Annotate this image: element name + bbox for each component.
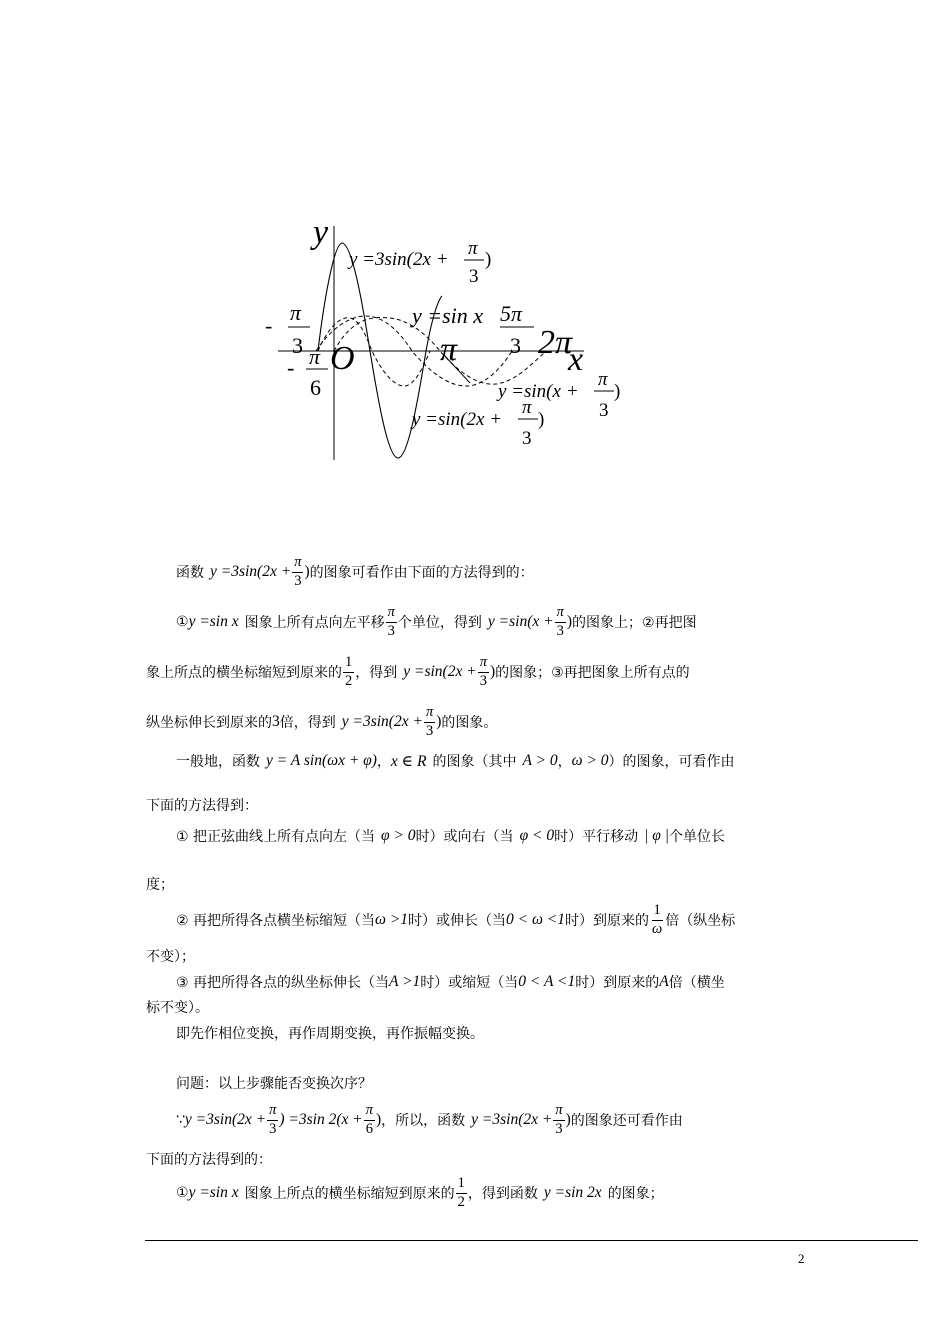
curve1-label-close: ) [485, 249, 492, 270]
para-general-cont: 下面的方法得到： [146, 798, 258, 814]
curve1-label: y =3sin(2x + [349, 249, 449, 270]
para-alt-step1: ① y =sin x 图象上所点的横坐标缩短到原来的 $\frac{1}{2}$ ，得到函数 y =sin 2x 的图象； [176, 1174, 664, 1210]
para-rule2-cont: 不变）； [146, 949, 195, 965]
curve4-label: y =sin(2x + [412, 409, 503, 430]
curve2-label: y =sin x [412, 303, 484, 328]
five-pi-3-den: 3 [510, 333, 521, 358]
para-step1-end: 纵坐标伸长到原来的 3 倍，得到 y =3sin(2x + $\frac{\pi}{3}$ ) 的图象。 [146, 703, 498, 739]
curve3-label-close: ) [614, 381, 621, 402]
para-question: 问题：以上步骤能否变换次序？ [176, 1076, 372, 1092]
neg-pi-3-num: π [290, 300, 302, 325]
curve3-label: y =sin(x + [498, 381, 579, 402]
curve3-frac-num: π [598, 369, 608, 390]
para-summary: 即先作相位变换，再作周期变换，再作振幅变换。 [176, 1026, 484, 1042]
five-pi-3-num: 5π [500, 301, 523, 326]
curve1-frac-num: π [468, 238, 478, 259]
two-pi-label: 2π [538, 324, 573, 361]
para-rule3-cont: 标不变）。 [146, 1000, 209, 1016]
para-intro: 函数 y =3sin(2x + $\frac{\pi}{3}$ ) 的图象可看作由下面的方法得到的： [176, 553, 534, 589]
para-step1-cont: 象上所点的横坐标缩短到原来的 $\frac{1}{2}$ ，得到 y =sin(2x + $\frac{\pi}{3}$ ) 的图象；③再把图象上所有点的 [146, 653, 690, 689]
para-rule1: ① 把正弦曲线上所有点向左（当 φ > 0 时）或向右（当 φ < 0 时）平行移动 | φ | 个单位长 [176, 827, 725, 845]
curve4-frac-den: 3 [522, 428, 532, 449]
curve3-frac-den: 3 [599, 400, 609, 421]
sine-transform-graph [0, 0, 950, 470]
para-because-cont: 下面的方法得到的： [146, 1152, 272, 1168]
pi-label: π [440, 331, 458, 368]
para-rule3: ③ 再把所得各点的纵坐标伸长（当 A >1 时）或缩短（当 0 < A <1 时）到原来的 A 倍（横坐 [176, 973, 725, 991]
origin-label: O [330, 340, 355, 377]
curve4-frac-num: π [522, 397, 532, 418]
page-number: 2 [798, 1251, 805, 1266]
curve1-frac-den: 3 [469, 266, 479, 287]
para-because: ∵ y =3sin(2x + $\frac{\pi}{3}$ ) =3sin 2(x + $\frac{\pi}{6}$ ) ，所以，函数 y =3sin(2x + $\frac{\pi}{3}$ ) 的图象还可看作由 [176, 1101, 683, 1137]
neg-pi-6-den: 6 [310, 375, 321, 400]
para-rule2: ② 再把所得各点横坐标缩短（当 ω >1 时）或伸长（当 0 < ω <1 时）到原来的 $\frac{1}{\omega}$ 倍（纵坐标 [176, 901, 736, 937]
para-rule1-cont: 度； [146, 877, 174, 893]
axis-y-label: y [313, 214, 329, 251]
footer-rule [145, 1240, 918, 1241]
neg-pi-3-den: 3 [292, 333, 303, 358]
para-general: 一般地，函数 y = A sin(ωx + φ) ， x ∈ R 的图象（其中 A > 0 ， ω > 0 ）的图象，可看作由 [176, 752, 735, 770]
neg-pi-6-sign: - [287, 355, 295, 380]
para-step1: ① y =sin x 图象上所有点向左平移 $\frac{\pi}{3}$ 个单位，得到 y =sin(x + $\frac{\pi}{3}$ ) 的图象上；②再把图 [176, 603, 697, 639]
neg-pi-6-num: π [309, 344, 321, 369]
neg-pi-3-sign: - [265, 313, 273, 338]
curve4-label-close: ) [538, 409, 545, 430]
axis-x-label: x [568, 341, 584, 378]
